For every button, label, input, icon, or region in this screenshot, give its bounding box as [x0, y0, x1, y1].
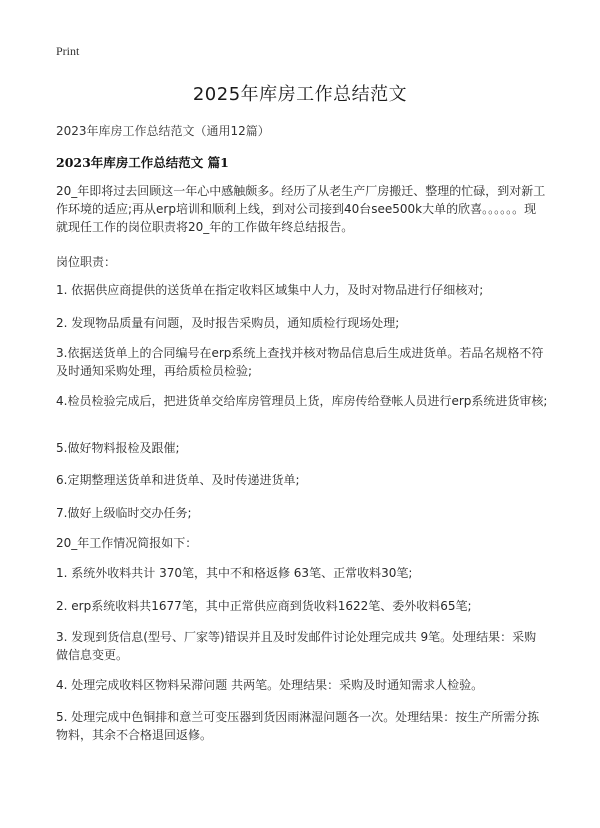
summary-item-2: 2. erp系统收料共1677笔，其中正常供应商到货收料1622笔、委外收料65笔;: [56, 599, 472, 613]
duty-item-2: 2. 发现物品质量有问题，及时报告采购员，通知质检行现场处理;: [56, 316, 400, 330]
section-heading: 2023年库房工作总结范文 篇1: [56, 155, 229, 170]
duty-item-1: 1. 依据供应商提供的送货单在指定收料区域集中人力，及时对物品进行仔细核对;: [56, 283, 484, 297]
summary-item-3: 3. 发现到货信息(型号、厂家等)错误并且及时发邮件讨论处理完成共 9笔。处理结果：采购做信息变更。: [56, 630, 537, 662]
summary-heading: 20_年工作情况简报如下：: [56, 536, 198, 550]
page-title: 2025年库房工作总结范文: [192, 84, 408, 105]
summary-item-5: 5. 处理完成中色铜排和意兰可变压器到货因雨淋湿问题各一次。处理结果：按生产所需分拣物料，其余不合格退回返修。: [56, 710, 540, 742]
intro-paragraph: 20_年即将过去回顾这一年心中感触颇多。经历了从老生产厂房搬迁、整理的忙碌，到对新工作环境的适应;再从erp培训和顺利上线，到对公司接到40台see500k大单的欣喜。。。。。。现就现任工作的岗位职责将20_年的工作做年终总结报告。: [56, 184, 546, 234]
duty-item-7: 7.做好上级临时交办任务;: [56, 506, 192, 520]
duty-item-5: 5.做好物料报检及跟催;: [56, 441, 180, 455]
summary-item-1: 1. 系统外收料共计 370笔，其中不和格返修 63笔、正常收料30笔;: [56, 566, 413, 580]
summary-item-4: 4. 处理完成收料区物料呆滞问题 共两笔。处理结果：采购及时通知需求人检验。: [56, 678, 484, 692]
document-subtitle: 2023年库房工作总结范文（通用12篇）: [56, 124, 270, 138]
print-label: Print: [56, 44, 80, 58]
duty-item-6: 6.定期整理送货单和进货单、及时传递进货单;: [56, 473, 300, 487]
duties-heading: 岗位职责：: [56, 255, 117, 269]
duty-item-4: 4.检员检验完成后，把进货单交给库房管理员上货，库房传给登帐人员进行erp系统进货审核;: [56, 394, 548, 408]
duty-item-3: 3.依据送货单上的合同编号在erp系统上查找并核对物品信息后生成进货单。若品名规格不符及时通知采购处理，再给质检员检验;: [56, 346, 544, 378]
